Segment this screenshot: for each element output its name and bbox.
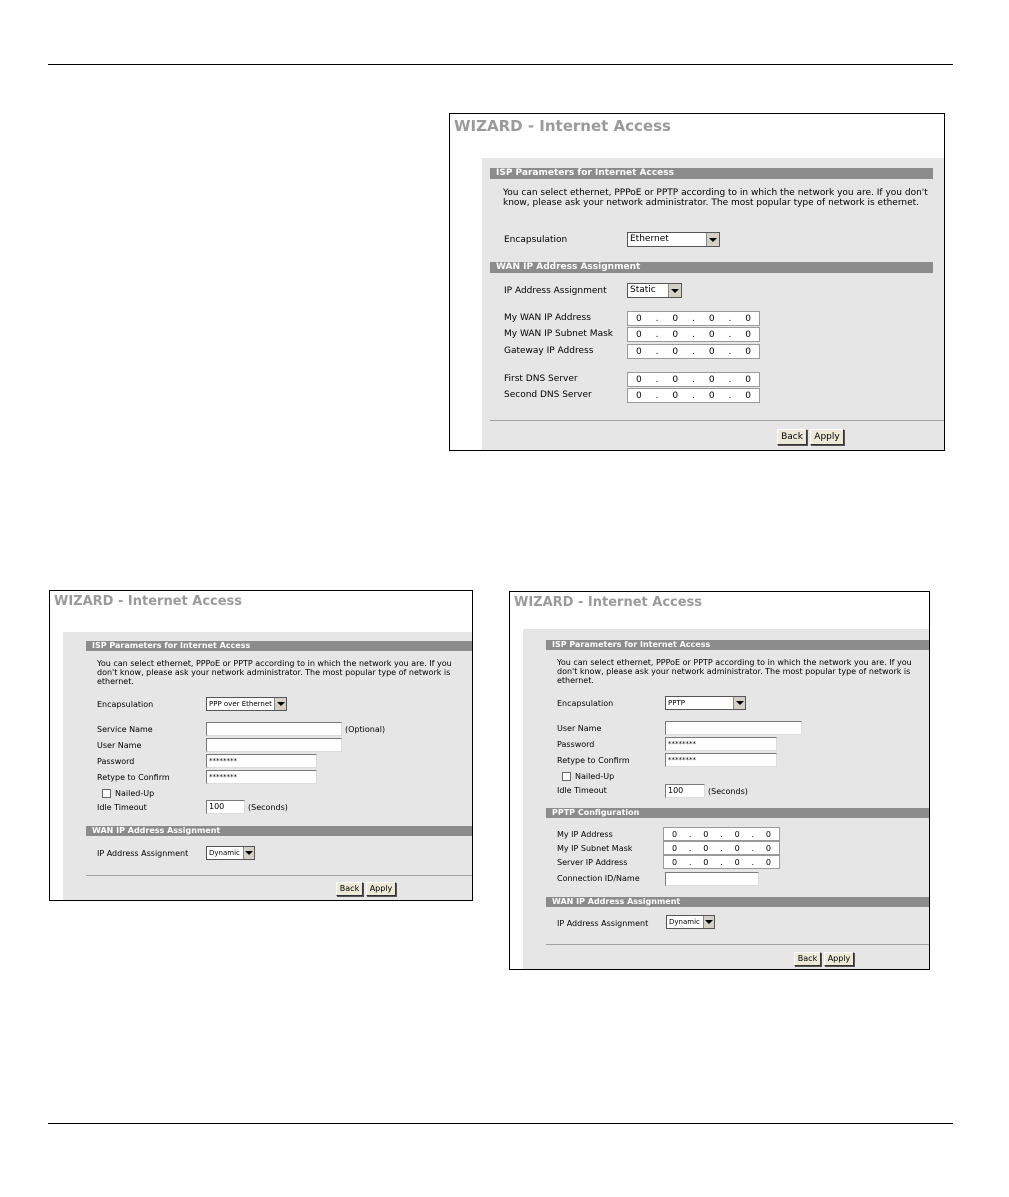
back-button[interactable]: Back <box>794 952 821 966</box>
encapsulation-select[interactable] <box>206 697 287 711</box>
nailed-up-label: Nailed-Up <box>115 789 155 798</box>
retype-input[interactable]: ******** <box>206 770 317 784</box>
user-name-input[interactable] <box>665 721 802 735</box>
ip-octet: 0 <box>703 843 709 853</box>
ip-dot: . <box>655 346 659 357</box>
second-dns-input[interactable] <box>627 388 760 403</box>
my-wan-ip-input[interactable] <box>627 311 760 326</box>
my-wan-mask-label: My WAN IP Subnet Mask <box>504 329 613 339</box>
wizard-panel-pppoe <box>49 590 473 901</box>
my-wan-ip-label: My WAN IP Address <box>504 313 591 323</box>
seconds-unit: (Seconds) <box>708 787 748 796</box>
ip-octet: 0 <box>745 329 751 340</box>
password-label: Password <box>557 740 595 749</box>
ip-octet: 0 <box>708 329 715 340</box>
ip-dot: . <box>688 857 692 867</box>
ip-octet: 0 <box>672 857 678 867</box>
ip-dot: . <box>728 390 732 401</box>
ip-dot: . <box>728 329 732 340</box>
ip-octet: 0 <box>765 843 771 853</box>
isp-description: You can select ethernet, PPPoE or PPTP according to in which the network you are. If you don't know, please ask your network administrator. The most popular type of network is ethernet. <box>97 659 452 687</box>
ip-octet: 0 <box>765 857 771 867</box>
button-separator <box>490 420 945 421</box>
ip-octet: 0 <box>765 829 771 839</box>
ip-octet: 0 <box>708 313 715 324</box>
ip-dot: . <box>655 374 659 385</box>
ip-dot: . <box>655 313 659 324</box>
my-ip-input[interactable] <box>663 827 780 841</box>
password-input[interactable]: ******** <box>665 737 777 751</box>
ip-octet: 0 <box>745 374 751 385</box>
service-name-label: Service Name <box>97 725 153 734</box>
password-label: Password <box>97 757 135 766</box>
ip-dot: . <box>692 374 695 385</box>
ip-dot: . <box>720 829 723 839</box>
ip-dot: . <box>751 843 755 853</box>
isp-description: You can select ethernet, PPPoE or PPTP according to in which the network you are. If you don't know, please ask your network administrator. The most popular type of network is ethernet. <box>557 658 912 686</box>
ip-dot: . <box>728 374 732 385</box>
ip-assignment-value: Dynamic <box>669 918 700 926</box>
ip-dot: . <box>728 346 732 357</box>
ip-dot: . <box>751 857 755 867</box>
user-name-input[interactable] <box>206 738 342 752</box>
encapsulation-select[interactable] <box>665 696 746 710</box>
chevron-down-icon <box>668 284 681 297</box>
my-mask-input[interactable] <box>663 841 780 855</box>
ip-dot: . <box>692 329 695 340</box>
ip-assignment-value: Dynamic <box>209 849 240 857</box>
connection-id-label: Connection ID/Name <box>557 874 640 883</box>
chevron-down-icon <box>274 698 286 710</box>
service-name-input[interactable] <box>206 722 342 736</box>
user-name-label: User Name <box>97 741 142 750</box>
nailed-up-checkbox[interactable] <box>102 789 111 798</box>
encapsulation-value: PPTP <box>668 699 685 707</box>
ip-octet: 0 <box>672 346 679 357</box>
user-name-label: User Name <box>557 724 602 733</box>
ip-octet: 0 <box>745 346 751 357</box>
ip-dot: . <box>728 313 732 324</box>
ip-assignment-select[interactable] <box>627 283 682 298</box>
button-separator <box>86 875 473 876</box>
ip-octet: 0 <box>672 829 678 839</box>
ip-assignment-select[interactable] <box>206 846 255 860</box>
back-button[interactable]: Back <box>336 882 363 896</box>
ip-dot: . <box>655 329 659 340</box>
optional-hint: (Optional) <box>345 725 386 734</box>
apply-button[interactable]: Apply <box>824 952 854 966</box>
bottom-rule <box>48 1123 953 1124</box>
wan-section-header: WAN IP Address Assignment <box>490 262 933 273</box>
ip-octet: 0 <box>672 329 679 340</box>
apply-button[interactable]: Apply <box>366 882 396 896</box>
button-separator <box>546 944 930 945</box>
connection-id-input[interactable] <box>665 872 759 886</box>
ip-octet: 0 <box>636 374 642 385</box>
idle-timeout-input[interactable]: 100 <box>206 800 245 814</box>
ip-octet: 0 <box>672 843 678 853</box>
pptp-section-header: PPTP Configuration <box>546 808 930 818</box>
panel-title: WIZARD - Internet Access <box>514 595 703 610</box>
ip-octet: 0 <box>672 390 679 401</box>
encapsulation-label: Encapsulation <box>557 699 614 708</box>
isp-description: You can select ethernet, PPPoE or PPTP according to in which the network you are. If you don't know, please ask your network administrator. The most popular type of network is ethernet. <box>503 188 928 209</box>
ip-octet: 0 <box>672 313 679 324</box>
encapsulation-select[interactable] <box>627 232 720 247</box>
gateway-ip-input[interactable] <box>627 344 760 359</box>
my-wan-mask-input[interactable] <box>627 327 760 342</box>
ip-octet: 0 <box>708 346 715 357</box>
wan-section-header: WAN IP Address Assignment <box>546 897 930 907</box>
chevron-down-icon <box>733 697 745 709</box>
wizard-panel-ethernet <box>449 113 945 451</box>
retype-label: Retype to Confirm <box>557 756 630 765</box>
encapsulation-label: Encapsulation <box>97 700 154 709</box>
encapsulation-value: PPP over Ethernet <box>209 700 272 708</box>
ip-dot: . <box>688 829 692 839</box>
ip-octet: 0 <box>636 390 642 401</box>
seconds-unit: (Seconds) <box>248 803 288 812</box>
my-ip-label: My IP Address <box>557 830 613 839</box>
first-dns-label: First DNS Server <box>504 374 578 384</box>
top-rule <box>48 64 953 65</box>
password-input[interactable]: ******** <box>206 754 317 768</box>
ip-octet: 0 <box>672 374 679 385</box>
ip-dot: . <box>692 390 695 401</box>
chevron-down-icon <box>703 916 714 928</box>
ip-octet: 0 <box>745 313 751 324</box>
panel-title: WIZARD - Internet Access <box>54 594 243 609</box>
ip-dot: . <box>692 346 695 357</box>
wizard-panel-pptp <box>509 591 930 970</box>
ip-octet: 0 <box>636 346 642 357</box>
gateway-ip-label: Gateway IP Address <box>504 346 594 356</box>
ip-octet: 0 <box>703 829 709 839</box>
server-ip-label: Server IP Address <box>557 858 628 867</box>
ip-octet: 0 <box>734 829 740 839</box>
ip-dot: . <box>655 390 659 401</box>
idle-timeout-input[interactable]: 100 <box>665 784 705 798</box>
ip-octet: 0 <box>708 374 715 385</box>
ip-octet: 0 <box>708 390 715 401</box>
isp-section-header: ISP Parameters for Internet Access <box>86 641 473 651</box>
second-dns-label: Second DNS Server <box>504 390 592 400</box>
ip-dot: . <box>688 843 692 853</box>
nailed-up-checkbox[interactable] <box>562 772 571 781</box>
chevron-down-icon <box>706 233 719 246</box>
my-mask-label: My IP Subnet Mask <box>557 844 633 853</box>
nailed-up-label: Nailed-Up <box>575 772 615 781</box>
idle-timeout-label: Idle Timeout <box>97 803 147 812</box>
chevron-down-icon <box>243 847 254 859</box>
wan-section-header: WAN IP Address Assignment <box>86 826 473 836</box>
ip-octet: 0 <box>636 329 642 340</box>
ip-octet: 0 <box>636 313 642 324</box>
server-ip-input[interactable] <box>663 855 780 869</box>
encapsulation-label: Encapsulation <box>504 235 568 245</box>
retype-input[interactable]: ******** <box>665 753 777 767</box>
first-dns-input[interactable] <box>627 372 760 387</box>
retype-label: Retype to Confirm <box>97 773 170 782</box>
back-button[interactable]: Back <box>777 429 807 445</box>
ip-dot: . <box>720 857 723 867</box>
ip-assignment-select[interactable] <box>666 915 715 929</box>
apply-button[interactable]: Apply <box>810 429 844 445</box>
ip-octet: 0 <box>734 857 740 867</box>
ip-dot: . <box>751 829 755 839</box>
ip-octet: 0 <box>734 843 740 853</box>
ip-assignment-value: Static <box>630 285 656 295</box>
panel-title: WIZARD - Internet Access <box>454 117 671 135</box>
isp-section-header: ISP Parameters for Internet Access <box>490 168 933 179</box>
ip-dot: . <box>692 313 695 324</box>
encapsulation-value: Ethernet <box>630 234 669 244</box>
idle-timeout-label: Idle Timeout <box>557 786 607 795</box>
ip-octet: 0 <box>703 857 709 867</box>
ip-assignment-label: IP Address Assignment <box>97 849 189 858</box>
isp-section-header: ISP Parameters for Internet Access <box>546 640 930 650</box>
ip-octet: 0 <box>745 390 751 401</box>
ip-assignment-label: IP Address Assignment <box>504 286 607 296</box>
ip-dot: . <box>720 843 723 853</box>
ip-assignment-label: IP Address Assignment <box>557 919 649 928</box>
